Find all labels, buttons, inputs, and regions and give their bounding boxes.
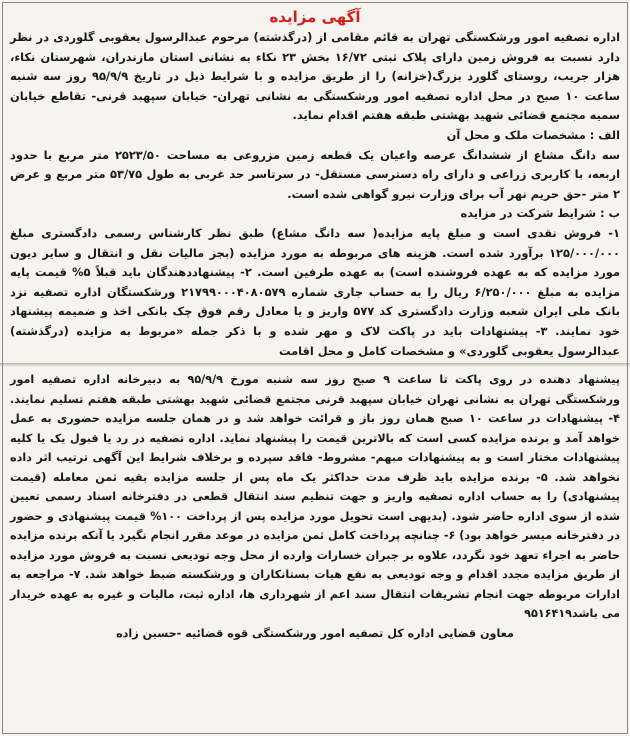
clipping-border (2, 2, 628, 734)
notice-title: آگهی مزایده (269, 8, 361, 26)
section-a-text: سه دانگ مشاع از ششدانگ عرصه واعیان یک قطعه زمین مزروعی به مساحت ۲۵۲۳/۵۰ متر مربع با حدود اربعه، با کاربری زراعی و دارای راه دسترسی مستقل- در سرتاسر حد غربی به طول ۵۳/۷۵ متر مربع و عرض ۲ متر -حق حریم نهر آب برای وزارت نیرو گواهی شده است. (10, 147, 620, 201)
section-b-text-upper: ۱- فروش نقدی است و مبلغ پایه مزایده( سه دانگ مشاع) طبق نظر کارشناس رسمی دادگستری مبلغ ۱۲۵/۰۰۰/۰۰۰ برآورد شده است. هزینه های مربوطه به مورد مزایده (بجز مالیات نقل و انتقال و سایر دیون مورد مزایده که به عهده فروشنده است) به عهده طرفین است. ۲- پیشنهاددهندگان باید قبلاً ۵% قیمت پایه مزایده به مبلغ ۶/۲۵۰/۰۰۰ ریال را به حساب جاری شماره ۲۱۷۹۹۰۰۰۴۰۸۰۵۷۹ ورشکستگان اداره تصفیه نزد بانک ملی ایران شعبه وزارت دادگستری کد ۵۷۷ واریز و یا معادل رقم فوق چک بانکی اخذ و ضمیمه پیشنهاد خود نمایند. ۳- پیشنهادات باید در پاکت لاک و مهر شده و با ذکر جمله «مربوط به مزایده (درگذشته) عبدالرسول یعقوبی گلوردی» و مشخصات کامل و محل اقامت (10, 225, 621, 358)
section-b-heading: ب : شرایط شرکت در مزایده (460, 206, 620, 221)
section-a-heading: الف : مشخصات ملک و محل آن (446, 127, 620, 142)
intro-paragraph: اداره تصفیه امور ورشکستگی تهران به قائم مقامی از (درگذشته) مرحوم عبدالرسول یعقوبی گلوردی در نظر دارد نسبت به فروش زمین دارای پلاک ثبتی ۱۶/۷۲ بخش ۲۳ نکاء به نشانی استان مازندران، شهرستان نکاء، هزار جریب، روستای گلورد بزرگ(خزانه) را از طریق مزایده و با شرایط ذیل در تاریخ ۹۵/۹/۹ روز سه شنبه ساعت ۱۰ صبح در محل اداره تصفیه امور ورشکستگی به نشانی تهران- خیابان سپهبد قرنی- تقاطع خیابان سمیه مجتمع قضائی شهید بهشتی طبقه هفتم اقدام نماید. (10, 30, 620, 123)
signature-line: معاون قضایی اداره کل تصفیه امور ورشکستگی قوه قضائیه -حسین زاده (116, 626, 514, 640)
section-b-text-lower: پیشنهاد دهنده در روی پاکت تا ساعت ۹ صبح روز سه شنبه مورخ ۹۵/۹/۹ به دبیرخانه اداره تصفیه امور ورشکستگی تهران به نشانی تهران خیابان سپهبد قرنی مجتمع قضائی شهید بهشتی طبقه هفتم تسلیم نمایند. ۴- پیشنهادات در ساعت ۱۰ صبح همان روز باز و قرائت خواهد شد و در همان جلسه مزایده حضوری به عمل خواهد آمد و برنده مزایده کسی است که بالاترین قیمت را پیشنهاد نماید. اداره تصفیه در رد یا قبول یک یا کلیه پیشنهادات مختار است و به پیشنهادات مبهم- مشروط- فاقد سپرده و برخلاف شرایط این آگهی ترتیب اثر داده نخواهد شد. ۵- برنده مزایده باید ظرف مدت حداکثر یک ماه پس از جلسه مزایده بقیه ثمن معامله (قیمت پیشنهادی) را به حساب اداره تصفیه واریز و جهت تنظیم سند انتقال قطعی در دفترخانه اسناد رسمی تعیین شده از سوی اداره حاضر شود. (بدیهی است تحویل مورد مزایده پس از پرداخت ۱۰۰% قیمت پیشنهادی و حضور در دفترخانه میسر خواهد بود) ۶- چنانچه پرداخت کامل ثمن مزایده در موعد مقرر انجام نگیرد یا آنکه برنده مزایده حاضر به اجراء تعهد خود نگردد، علاوه بر جبران خسارات وارده از محل وجه تودیعی نسبت به فروش مورد مزایده از طریق مزایده مجدد اقدام و وجه تودیعی به نفع هیات بستانکاران و ورشکسته ضبط خواهد شد. ۷- مراجعه به ادارات مربوطه جهت انجام تشریفات انتقال سند اعم از شهرداری ها، اداره ثبت، مالیات و غیره به عهده خریدار می باشد۹۵۱۶۴۱۹ (10, 373, 620, 621)
